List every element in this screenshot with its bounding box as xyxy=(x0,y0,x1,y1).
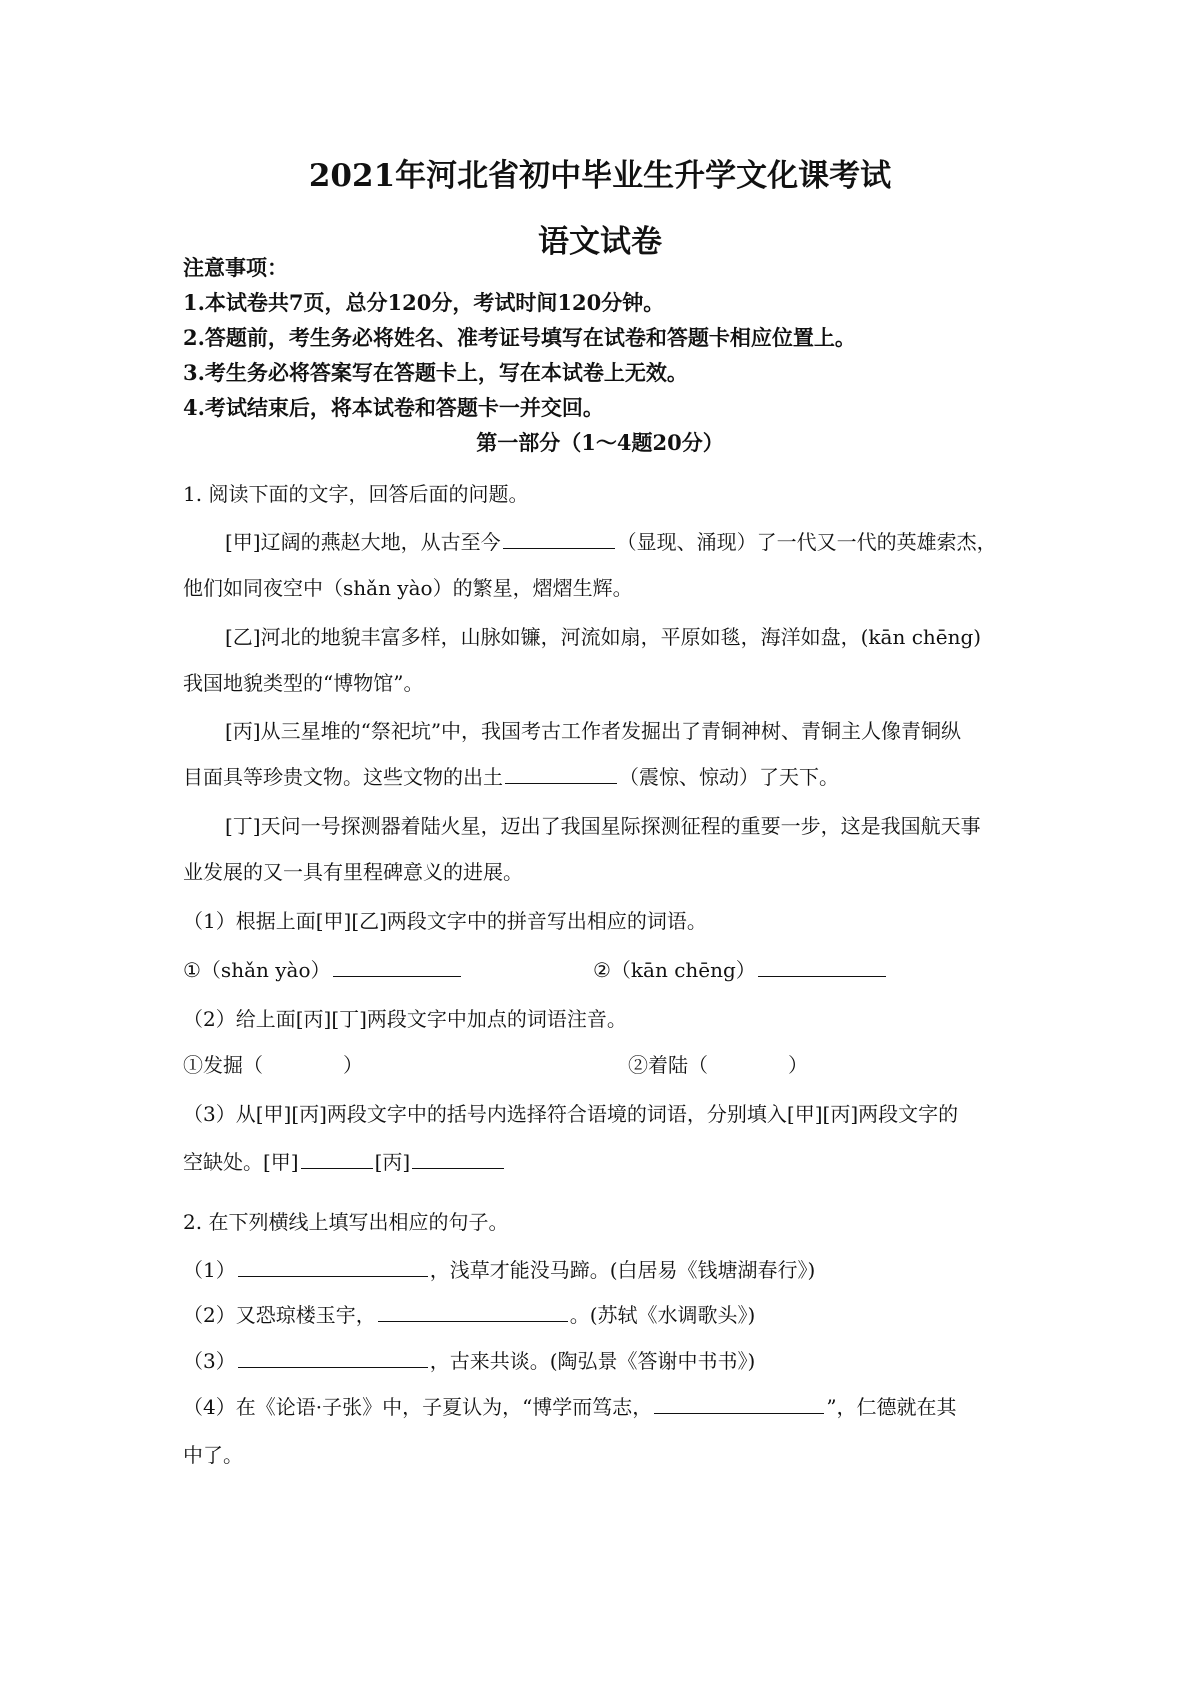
passage-text: 目面具等珍贵文物。这些文物的出土 xyxy=(183,765,503,789)
sub-label: ①发掘（ xyxy=(183,1053,263,1077)
sub-text: ，古来共谈。(陶弘景《答谢中书书》) xyxy=(429,1349,756,1373)
paren-close: ） xyxy=(788,1053,808,1077)
question-1-sub-1-b xyxy=(593,955,1033,985)
answer-blank[interactable] xyxy=(412,1150,504,1169)
passage-ding-line-2: 业发展的又一具有里程碑意义的进展。 xyxy=(183,860,523,884)
notice-heading: 注意事项： xyxy=(183,255,288,280)
sub-label: ①（shǎn yào） xyxy=(183,958,331,982)
question-2-line-3 xyxy=(183,1346,1033,1376)
sub-label: （3） xyxy=(183,1349,236,1373)
question-1-sub-3-line-2 xyxy=(183,1147,1033,1177)
question-2-line-1 xyxy=(183,1255,1033,1285)
question-1-sub-3-line-1: （3）从[甲][丙]两段文字中的括号内选择符合语境的词语，分别填入[甲][丙]两段文字的 xyxy=(183,1102,959,1126)
answer-blank[interactable] xyxy=(503,530,615,549)
passage-ding-line-1: [丁]天问一号探测器着陆火星，迈出了我国星际探测征程的重要一步，这是我国航天事 xyxy=(225,814,981,838)
question-1-sub-2-b xyxy=(628,1050,1028,1080)
answer-blank[interactable] xyxy=(505,765,617,784)
answer-blank[interactable] xyxy=(333,958,461,977)
notice-item-3: 3.考生务必将答案写在答题卡上，写在本试卷上无效。 xyxy=(183,360,688,385)
sub-label: 空缺处。[甲] xyxy=(183,1150,299,1174)
sub-text: ”，仁德就在其 xyxy=(826,1395,957,1419)
question-1-sub-1: （1）根据上面[甲][乙]两段文字中的拼音写出相应的词语。 xyxy=(183,909,707,933)
passage-text: （震惊、惊动）了天下。 xyxy=(619,765,839,789)
question-2-line-4 xyxy=(183,1392,1033,1422)
passage-yi-line-2: 我国地貌类型的“博物馆”。 xyxy=(183,671,424,695)
question-2-stem: 2. 在下列横线上填写出相应的句子。 xyxy=(183,1210,509,1234)
sub-label: ②（kān chēng） xyxy=(593,958,756,982)
answer-blank[interactable] xyxy=(758,958,886,977)
sub-text: ，浅草才能没马蹄。(白居易《钱塘湖春行》) xyxy=(429,1258,816,1282)
answer-blank[interactable] xyxy=(378,1303,568,1322)
passage-jia-line-2: 他们如同夜空中（shǎn yào）的繁星，熠熠生辉。 xyxy=(183,576,633,600)
question-1-stem: 1. 阅读下面的文字，回答后面的问题。 xyxy=(183,482,529,506)
notice-item-2: 2.答题前，考生务必将姓名、准考证号填写在试卷和答题卡相应位置上。 xyxy=(183,325,856,350)
question-2-line-4-cont: 中了。 xyxy=(183,1443,243,1467)
sub-label: ②着陆（ xyxy=(628,1053,708,1077)
paren-close: ） xyxy=(343,1053,363,1077)
answer-blank[interactable] xyxy=(654,1395,824,1414)
sub-text: 。(苏轼《水调歌头》) xyxy=(569,1303,756,1327)
exam-title: 2021年河北省初中毕业生升学文化课考试 xyxy=(308,158,892,194)
exam-subtitle: 语文试卷 xyxy=(538,224,662,260)
passage-text: （显现、涌现）了一代又一代的英雄索杰， xyxy=(616,530,997,554)
notice-item-1: 1.本试卷共7页，总分120分，考试时间120分钟。 xyxy=(183,290,665,315)
passage-bing-line-2 xyxy=(183,762,1033,792)
passage-yi-line-1: [乙]河北的地貌丰富多样，山脉如镰，河流如扇，平原如毯，海洋如盘，(kān chēng) xyxy=(225,625,982,649)
question-2-line-2 xyxy=(183,1300,1033,1330)
notice-item-4: 4.考试结束后，将本试卷和答题卡一并交回。 xyxy=(183,395,604,420)
passage-bing-line-1: [丙]从三星堆的“祭祀坑”中，我国考古工作者发掘出了青铜神树、青铜主人像青铜纵 xyxy=(225,719,962,743)
passage-jia-line-1 xyxy=(225,527,1035,557)
part-heading: 第一部分（1～4题20分） xyxy=(476,430,724,455)
question-1-sub-2: （2）给上面[丙][丁]两段文字中加点的词语注音。 xyxy=(183,1007,627,1031)
sub-text: （2）又恐琼楼玉宇， xyxy=(183,1303,376,1327)
sub-label: （1） xyxy=(183,1258,236,1282)
sub-label: [丙] xyxy=(374,1150,411,1174)
answer-blank[interactable] xyxy=(301,1150,373,1169)
sub-text: （4）在《论语·子张》中，子夏认为，“博学而笃志， xyxy=(183,1395,653,1419)
answer-blank[interactable] xyxy=(238,1258,428,1277)
answer-blank[interactable] xyxy=(238,1349,428,1368)
passage-text: [甲]辽阔的燕赵大地，从古至今 xyxy=(225,530,501,554)
